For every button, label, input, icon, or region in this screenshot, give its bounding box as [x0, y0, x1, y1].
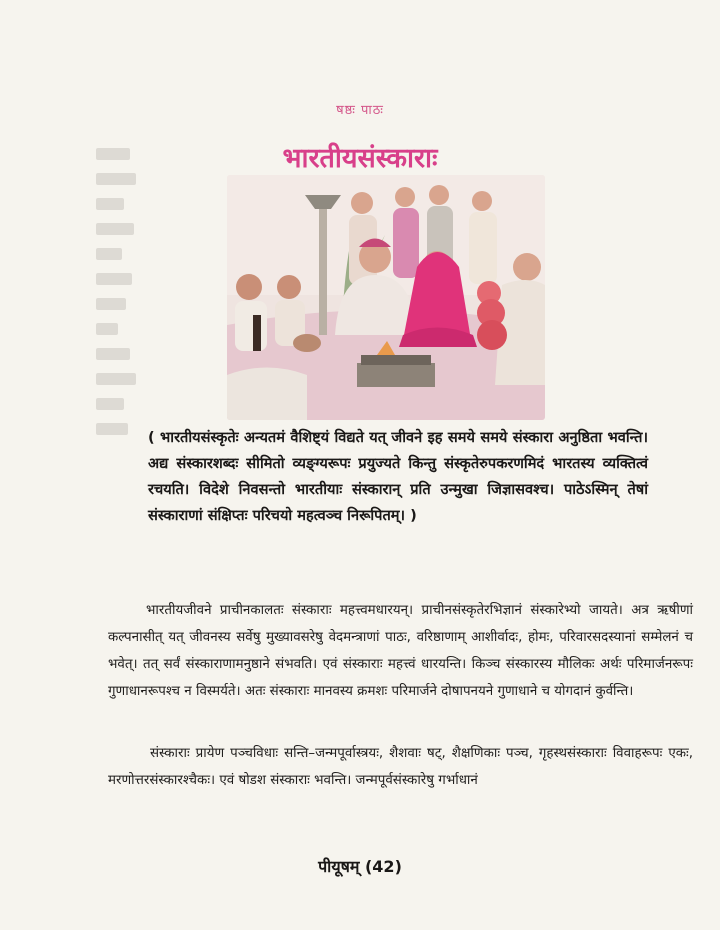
body-paragraph: संस्काराः प्रायेण पञ्चविधाः सन्ति–जन्मपूर्वास्त्रयः, शैशवाः षट्, शैक्षणिकाः पञ्च, गृहस्थसंस्काराः विवाहरूपः एकः, मरणोत्तरसंस्कारश्चैकः। एवं षोडश संस्काराः भवन्ति। जन्मपूर्वसंस्कारेषु गर्भाधानं	[108, 746, 693, 788]
body-paragraph: भारतीयजीवने प्राचीनकालतः संस्काराः महत्त्वमधारयन्। प्राचीनसंस्कृतेरभिज्ञानं संस्कारेभ्यो जायते। अत्र ऋषीणां कल्पनासीत् यत् जीवनस्य सर्वेषु मुख्यावसरेषु वेदमन्त्राणां पाठः, वरिष्ठाणाम् आशीर्वादः, होमः, परिवारसदस्यानां सम्मेलनं च भवेत्। तत् सर्वं संस्काराणामनुष्ठाने संभवति। एवं संस्काराः महत्त्वं धारयन्ति। किञ्च संस्कारस्य मौलिकः अर्थः परिमार्जनरूपः गुणाधानरूपश्च न विस्मर्यते। अतः संस्काराः मानवस्य क्रमशः परिमार्जने दोषापनयने गुणाधाने च योगदानं कुर्वन्ति।	[108, 603, 693, 699]
chapter-title: भारतीयसंस्काराः	[282, 143, 438, 174]
samskara-ceremony-illustration	[227, 175, 545, 420]
intro-note: ( भारतीयसंस्कृतेः अन्यतमं वैशिष्ट्यं विद्यते यत् जीवने इह समये समये संस्कारा अनुष्ठिता भवन्ति। अद्य संस्कारशब्दः सीमितो व्यङ्ग्यरूपः प्रयुज्यते किन्तु संस्कृतेरुपकरणमिदं भारतस्य व्यक्तित्वं रचयति। विदेशे निवसन्तो भारतीयाः संस्कारान् प्रति उन्मुखा जिज्ञासवश्च। पाठेऽस्मिन् तेषां संस्काराणां संक्षिप्तः परिचयो महत्वञ्च निरूपितम्। )	[148, 429, 648, 524]
bleed-through-marks	[96, 148, 146, 468]
page-footer: पीयूषम् (42)	[318, 857, 402, 876]
chapter-number: षष्ठः पाठः	[336, 103, 384, 118]
